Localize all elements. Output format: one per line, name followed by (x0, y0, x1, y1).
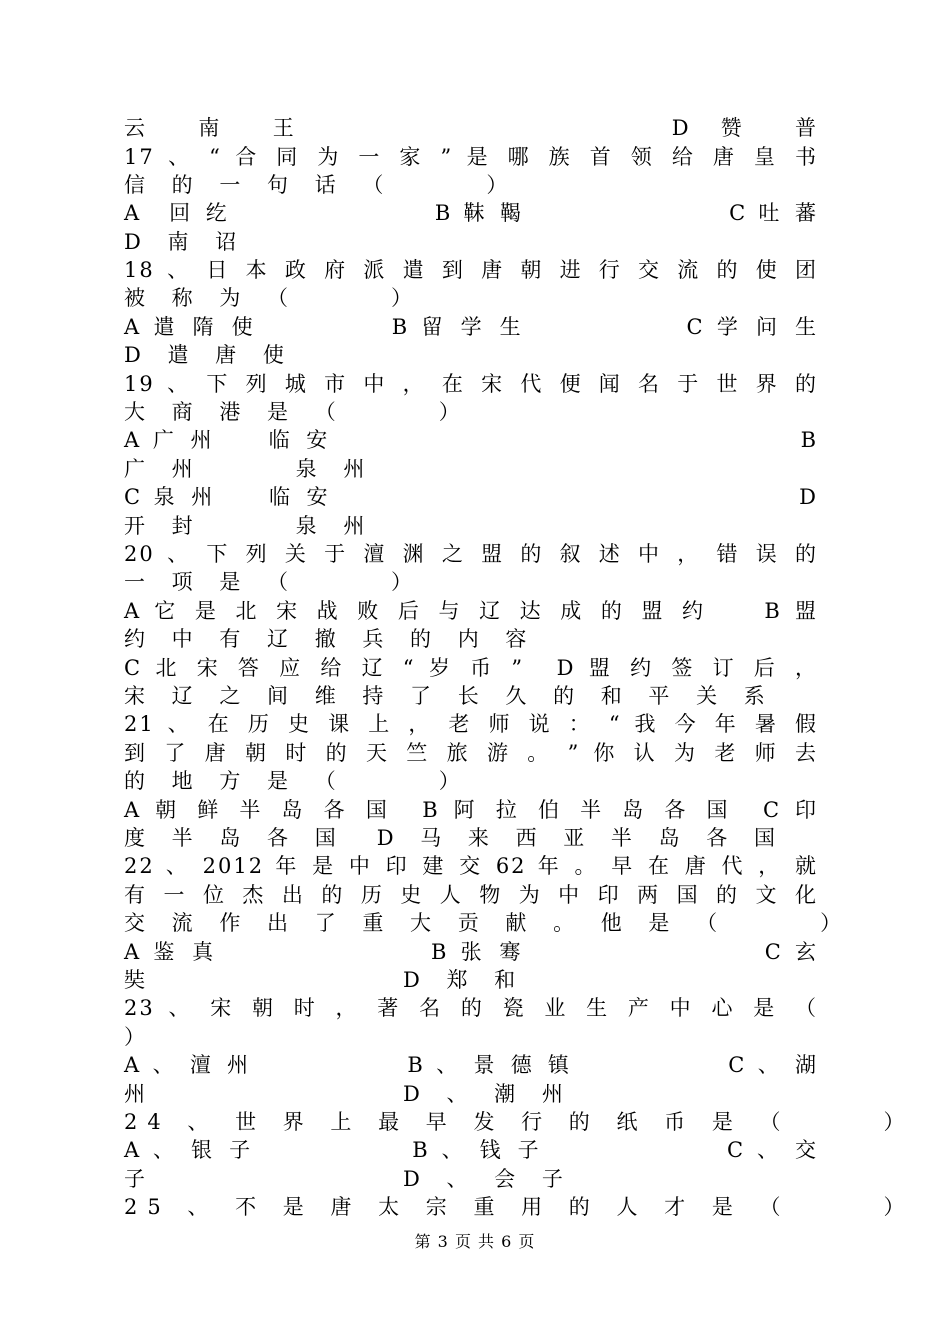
text-line: 云 南 王 D 赞 普 (124, 116, 818, 140)
text-line: 信 的 一 句 话 （ ） (124, 173, 518, 197)
text-line: 子 D 、 会 子 (124, 1167, 573, 1191)
text-line: 开 封 泉 州 (124, 514, 375, 538)
question-18-options: A 遣 隋 使 B 留 学 生 C 学 问 生 (124, 315, 818, 339)
question-21-options: A 朝 鲜 半 岛 各 国 B 阿 拉 伯 半 岛 各 国 C 印 (124, 798, 818, 822)
text-line: 交 流 作 出 了 重 大 贡 献 。 他 是 （ ） (124, 911, 852, 935)
text-line: 约 中 有 辽 撤 兵 的 内 容 (124, 627, 537, 651)
question-19-options: A 广 州 临 安 B (124, 428, 818, 452)
question-19-stem: 19 、 下 列 城 市 中 ， 在 宋 代 便 闻 名 于 世 界 的 (124, 372, 818, 396)
text-line: 奘 D 郑 和 (124, 968, 526, 992)
text-line: 度 半 岛 各 国 D 马 来 西 亚 半 岛 各 国 (124, 826, 785, 850)
text-line: D 遣 唐 使 (124, 343, 294, 367)
text-line: 的 地 方 是 （ ） (124, 769, 470, 793)
text-line: 大 商 港 是 （ ） (124, 400, 470, 424)
question-17-stem: 17 、 “ 合 同 为 一 家 ” 是 哪 族 首 领 给 唐 皇 书 (124, 145, 818, 169)
question-23-options: A 、 澶 州 B 、 景 德 镇 C 、 湖 (124, 1053, 818, 1077)
text-line: 被 称 为 （ ） (124, 286, 423, 310)
question-20-stem: 20 、 下 列 关 于 澶 渊 之 盟 的 叙 述 中 ， 错 误 的 (124, 542, 818, 566)
text-line: 州 D 、 潮 州 (124, 1082, 573, 1106)
question-23-stem: 23 、 宋 朝 时 ， 著 名 的 瓷 业 生 产 中 心 是 （ (124, 996, 818, 1020)
text-line: 宋 辽 之 间 维 持 了 长 久 的 和 平 关 系 (124, 684, 775, 708)
page-number-footer: 第 3 页 共 6 页 (414, 1232, 536, 1251)
text-line: ） (124, 1025, 155, 1049)
text-line: C 北 宋 答 应 给 辽 “ 岁 币 ” D 盟 约 签 订 后 ， (124, 656, 818, 680)
question-22-options: A 鉴 真 B 张 骞 C 玄 (124, 940, 818, 964)
text-line: 广 州 泉 州 (124, 457, 375, 481)
question-22-stem: 22 、 2012 年 是 中 印 建 交 62 年 。 早 在 唐 代 ， 就 (124, 854, 818, 878)
question-24-stem: 24 、 世 界 上 最 早 发 行 的 纸 币 是 （ ） (124, 1110, 915, 1134)
text-line: D 南 诏 (124, 230, 247, 254)
text-line: 有 一 位 杰 出 的 历 史 人 物 为 中 印 两 国 的 文 化 (124, 883, 818, 907)
question-21-stem: 21 、 在 历 史 课 上 ， 老 师 说 ： “ 我 今 年 暑 假 (124, 712, 818, 736)
question-24-options: A 、 银 子 B 、 钱 子 C 、 交 (124, 1138, 818, 1162)
question-25-stem: 25 、 不 是 唐 太 宗 重 用 的 人 才 是 （ ） (124, 1195, 915, 1219)
text-line: C 泉 州 临 安 D (124, 485, 818, 509)
text-line: 一 项 是 （ ） (124, 570, 423, 594)
question-17-options: A 回 纥 B 靺 鞨 C 吐 蕃 (124, 201, 818, 225)
text-line: 到 了 唐 朝 时 的 天 竺 旅 游 。 ” 你 认 为 老 师 去 (124, 741, 818, 765)
question-18-stem: 18 、 日 本 政 府 派 遣 到 唐 朝 进 行 交 流 的 使 团 (124, 258, 818, 282)
question-20-options: A 它 是 北 宋 战 败 后 与 辽 达 成 的 盟 约 B 盟 (124, 599, 818, 623)
